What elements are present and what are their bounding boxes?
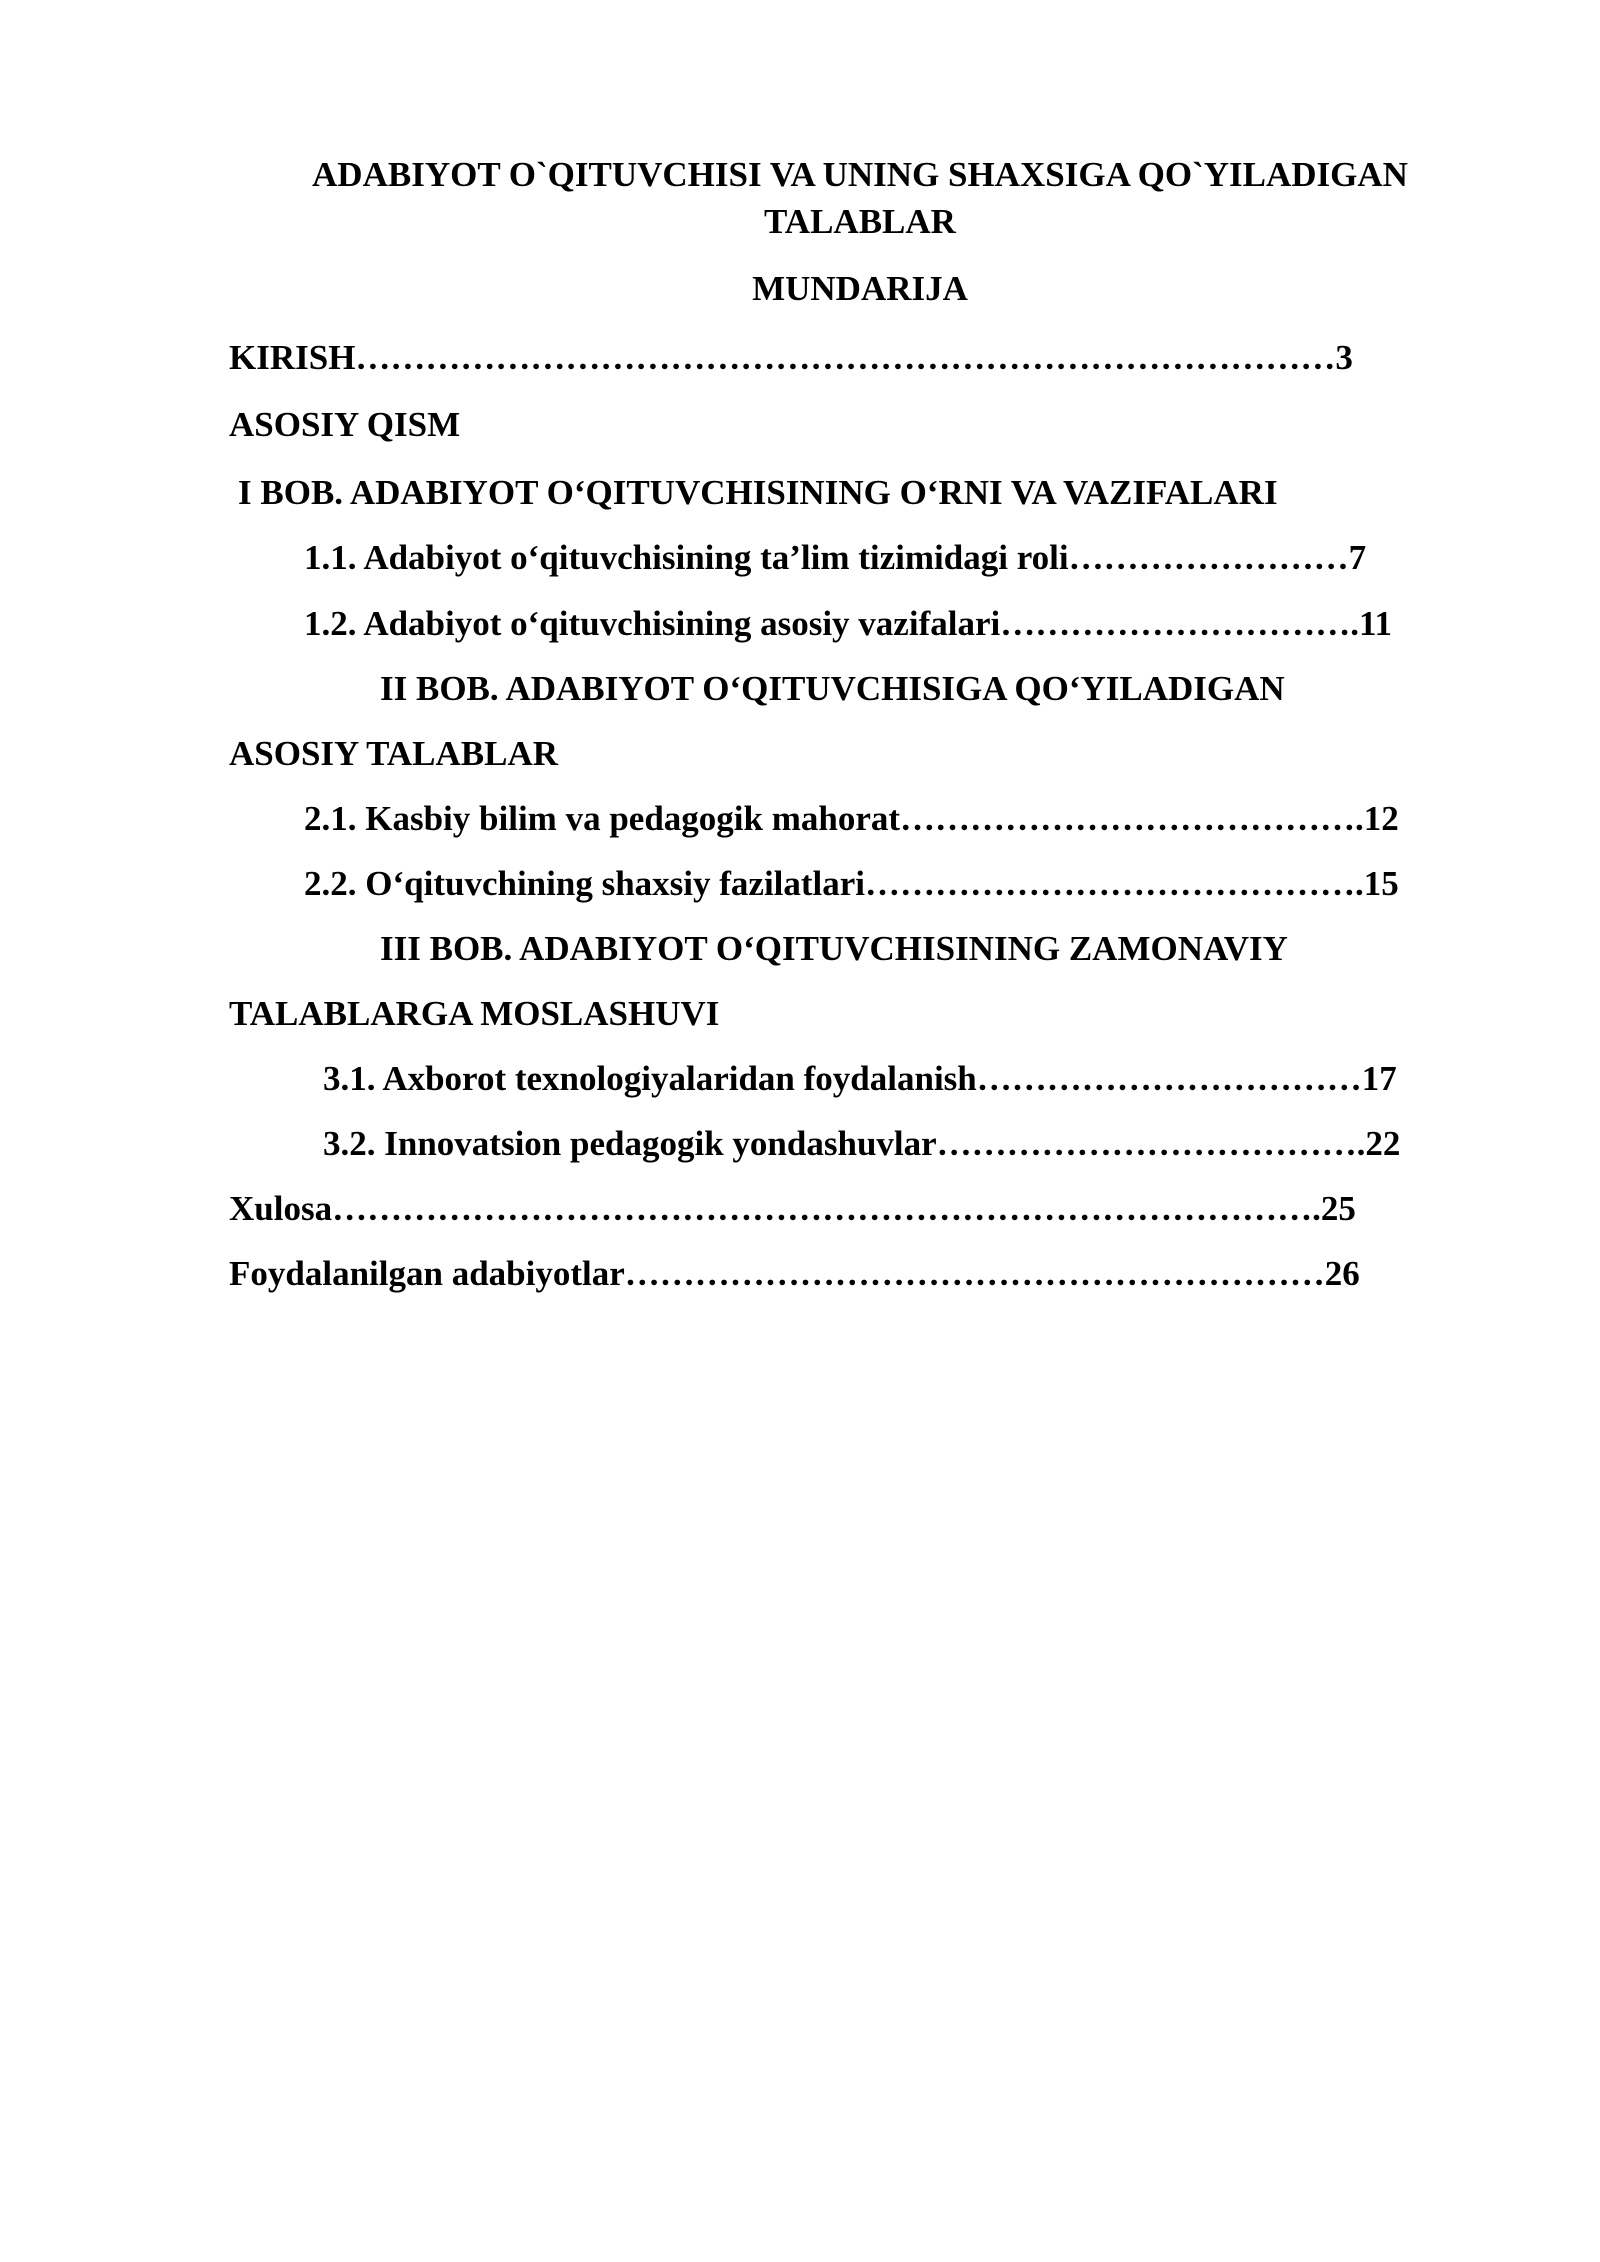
document-title-line-2: TALABLAR bbox=[764, 202, 956, 241]
toc-entry-asosiy-qism: ASOSIY QISM bbox=[229, 405, 461, 444]
toc-entry-kirish: KIRISH…………………………………………………………………………3 bbox=[229, 338, 1353, 377]
toc-section-2-2: 2.2. O‘qituvchining shaxsiy fazilatlari…………………………………….15 bbox=[304, 864, 1399, 903]
toc-chapter-1: I BOB. ADABIYOT O‘QITUVCHISINING O‘RNI VA VAZIFALARI bbox=[238, 473, 1278, 512]
toc-entry-foydalanilgan-adabiyotlar: Foydalanilgan adabiyotlar……………………………………………………26 bbox=[229, 1254, 1360, 1293]
contents-heading: MUNDARIJA bbox=[752, 269, 968, 308]
toc-section-3-1: 3.1. Axborot texnologiyalaridan foydalanish……………………………17 bbox=[323, 1059, 1397, 1098]
toc-chapter-3-line-1: III BOB. ADABIYOT O‘QITUVCHISINING ZAMONAVIY bbox=[380, 929, 1288, 968]
toc-chapter-2-line-1: II BOB. ADABIYOT O‘QITUVCHISIGA QO‘YILADIGAN bbox=[380, 669, 1285, 708]
toc-chapter-2-line-2: ASOSIY TALABLAR bbox=[229, 734, 559, 773]
toc-section-1-1: 1.1. Adabiyot o‘qituvchisining ta’lim tizimidagi roli……………………7 bbox=[304, 538, 1367, 577]
document-title-line-1: ADABIYOT O`QITUVCHISI VA UNING SHAXSIGA QO`YILADIGAN bbox=[312, 155, 1408, 194]
toc-chapter-3-line-2: TALABLARGA MOSLASHUVI bbox=[229, 994, 720, 1033]
toc-section-3-2: 3.2. Innovatsion pedagogik yondashuvlar……………………………….22 bbox=[323, 1124, 1401, 1163]
toc-section-1-2: 1.2. Adabiyot o‘qituvchisining asosiy vazifalari………………………….11 bbox=[304, 604, 1393, 643]
toc-section-2-1: 2.1. Kasbiy bilim va pedagogik mahorat………………………………….12 bbox=[304, 799, 1399, 838]
toc-entry-xulosa: Xulosa………………………………………………………………………….25 bbox=[229, 1189, 1356, 1228]
